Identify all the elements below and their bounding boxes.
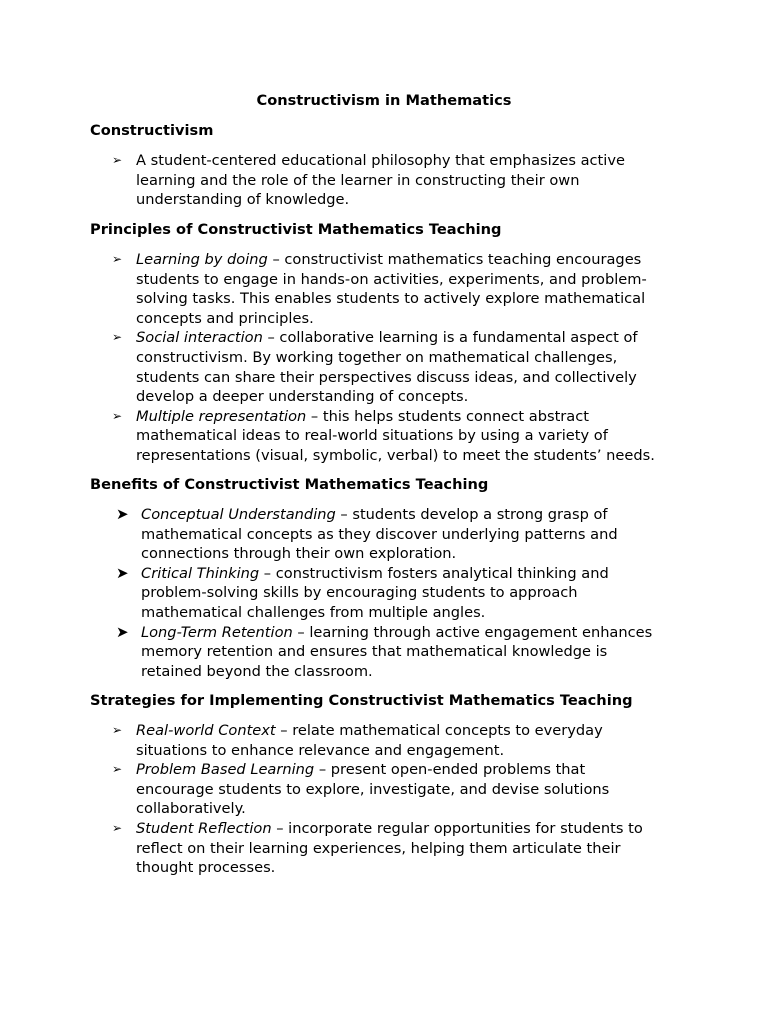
section-heading-benefits: Benefits of Constructivist Mathematics Teaching: [90, 476, 489, 493]
item-term: Student Reflection: [136, 819, 272, 837]
arrow-bullet-icon: ➢: [112, 408, 123, 423]
list-item: [0, 328, 676, 406]
list-item: [0, 819, 676, 878]
item-term: Learning by doing: [136, 251, 268, 268]
arrow-bullet-icon: ➢: [112, 252, 123, 266]
strategies-list: [0, 721, 676, 878]
item-term: Social interaction: [136, 329, 263, 347]
section-heading-principles: Principles of Constructivist Mathematics Teaching: [90, 221, 502, 238]
item-term: Long-Term Retention: [141, 623, 293, 641]
section-heading-strategies: Strategies for Implementing Constructivist Mathematics Teaching: [90, 692, 633, 709]
list-item: [0, 760, 676, 819]
list-item-text: Student Reflection – incorporate regular opportunities for students to reflect on their learning experiences, helping them articulate their thought processes.: [136, 819, 643, 877]
item-term: Conceptual Understanding: [141, 506, 336, 523]
list-item-text: A student-centered educational philosophy that emphasizes active learning and the role of the learner in constructing their own understanding of knowledge.: [136, 152, 625, 209]
list-item: [0, 721, 676, 760]
list-item: [0, 564, 681, 623]
list-item-text: Multiple representation – this helps students connect abstract mathematical ideas to real-world situations by using a variety of representations (visual, symbolic, verbal) to meet the students’ needs.: [136, 407, 655, 464]
list-item-text: Social interaction – collaborative learning is a fundamental aspect of constructivism. By working together on mathematical challenges, students can share their perspectives discuss ideas, and collectively develop a deeper understanding of concepts.: [136, 329, 638, 406]
arrow-bullet-icon: ➤: [116, 563, 129, 582]
list-item-text: Real-world Context – relate mathematical concepts to everyday situations to enhance relevance and engagement.: [136, 722, 603, 759]
list-item-text: Conceptual Understanding – students develop a strong grasp of mathematical concepts as they discover underlying patterns and connections through their own exploration.: [141, 506, 618, 563]
list-item: [0, 505, 681, 564]
arrow-bullet-icon: ➢: [112, 762, 123, 777]
list-item-text: Learning by doing – constructivist mathematics teaching encourages students to engage in hands-on activities, experiments, and problem- solving tasks. This enables students to actively explore mathematical concepts and principles.: [136, 251, 647, 327]
arrow-bullet-icon: ➢: [112, 153, 123, 167]
arrow-bullet-icon: ➤: [116, 505, 129, 523]
benefits-list: [0, 505, 681, 681]
list-item: [0, 151, 676, 210]
list-item-text: Problem Based Learning – present open-ended problems that encourage students to explore, investigate, and devise solutions collaboratively.: [136, 761, 610, 818]
page-title: Constructivism in Mathematics: [256, 92, 512, 109]
principles-list: [0, 250, 676, 466]
list-item-text: Long-Term Retention – learning through active engagement enhances memory retention and ensures that mathematical knowledge is retained beyond the classroom.: [141, 623, 653, 680]
item-term: Real-world Context: [136, 722, 276, 739]
constructivism-list: [0, 151, 676, 210]
arrow-bullet-icon: ➢: [112, 330, 123, 345]
section-heading-constructivism: Constructivism: [90, 122, 214, 139]
item-term: Multiple representation: [136, 407, 307, 425]
arrow-bullet-icon: ➤: [116, 622, 129, 641]
list-item-text: Critical Thinking – constructivism fosters analytical thinking and problem-solving skills by encouraging students to approach mathematical challenges from multiple angles.: [141, 564, 609, 621]
arrow-bullet-icon: ➢: [112, 820, 123, 835]
list-item: [0, 250, 676, 328]
item-term: Problem Based Learning: [136, 761, 315, 779]
list-item: [0, 623, 681, 682]
list-item: [0, 407, 676, 466]
arrow-bullet-icon: ➢: [112, 723, 123, 737]
item-term: Critical Thinking: [141, 564, 260, 582]
